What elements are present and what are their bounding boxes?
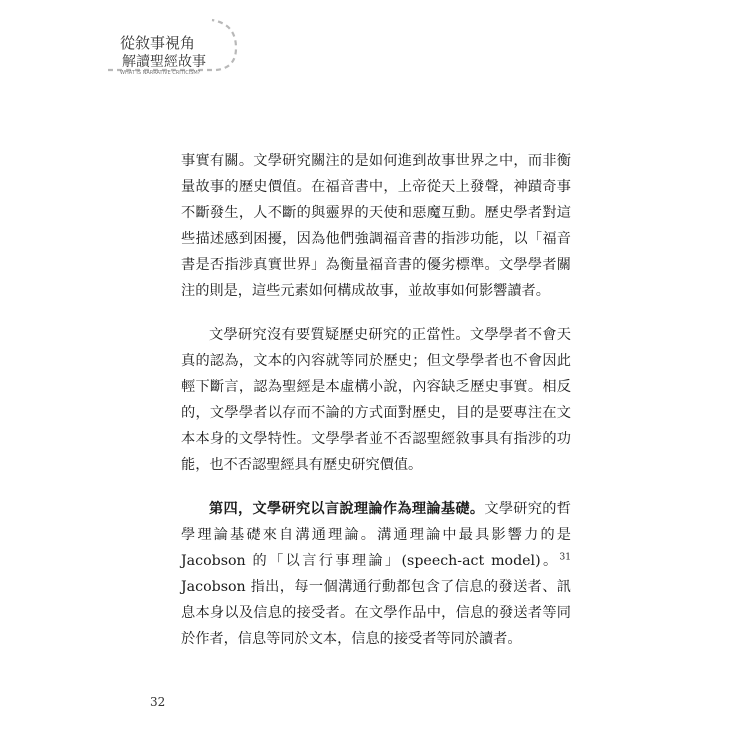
running-header	[108, 18, 248, 78]
book-subtitle: WHAT IS NARRATIVE CRITICISM?	[120, 70, 201, 76]
paragraph-3	[181, 496, 571, 652]
book-title-line2: 解讀聖經故事	[122, 54, 206, 70]
page-number: 32	[150, 695, 166, 709]
footnote-marker[interactable]: 31	[559, 552, 571, 563]
paragraph-2: 文學研究沒有要質疑歷史研究的正當性。文學學者不會天真的認為，文本的內容就等同於歷史；但文學學者也不會因此輕下斷言，認為聖經是本虛構小說，內容缺乏歷史事實。相反的，文學學者以存而不論的方式面對歷史，目的是要專注在文本本身的文學特性。文學學者並不否認聖經敘事具有指涉的功能，也不否認聖經具有歷史研究價值。	[181, 327, 571, 473]
book-title-line1: 從敘事視角	[120, 34, 196, 52]
paragraph-3-text-b: Jacobson 指出，每一個溝通行動都包含了信息的發送者、訊息本身以及信息的接受者。在文學作品中，信息的發送者等同於作者，信息等同於文本，信息的接受者等同於讀者。	[181, 579, 571, 647]
paragraph-3-text-a: 文學研究的哲學理論基礎來自溝通理論。溝通理論中最具影響力的是 Jacobson 的「以言行事理論」(speech-act model)。	[181, 501, 571, 569]
paragraph-3-lead: 第四，文學研究以言說理論作為理論基礎。	[209, 501, 485, 517]
body-text	[181, 148, 571, 652]
paragraph-1: 事實有關。文學研究關注的是如何進到故事世界之中，而非衡量故事的歷史價值。在福音書中，上帝從天上發聲，神蹟奇事不斷發生，人不斷的與靈界的天使和惡魔互動。歷史學者對這些描述感到困擾，因為他們強調福音書的指涉功能，以「福音書是否指涉真實世界」為衡量福音書的優劣標準。文學學者關注的則是，這些元素如何構成故事，並故事如何影響讀者。	[181, 153, 571, 299]
